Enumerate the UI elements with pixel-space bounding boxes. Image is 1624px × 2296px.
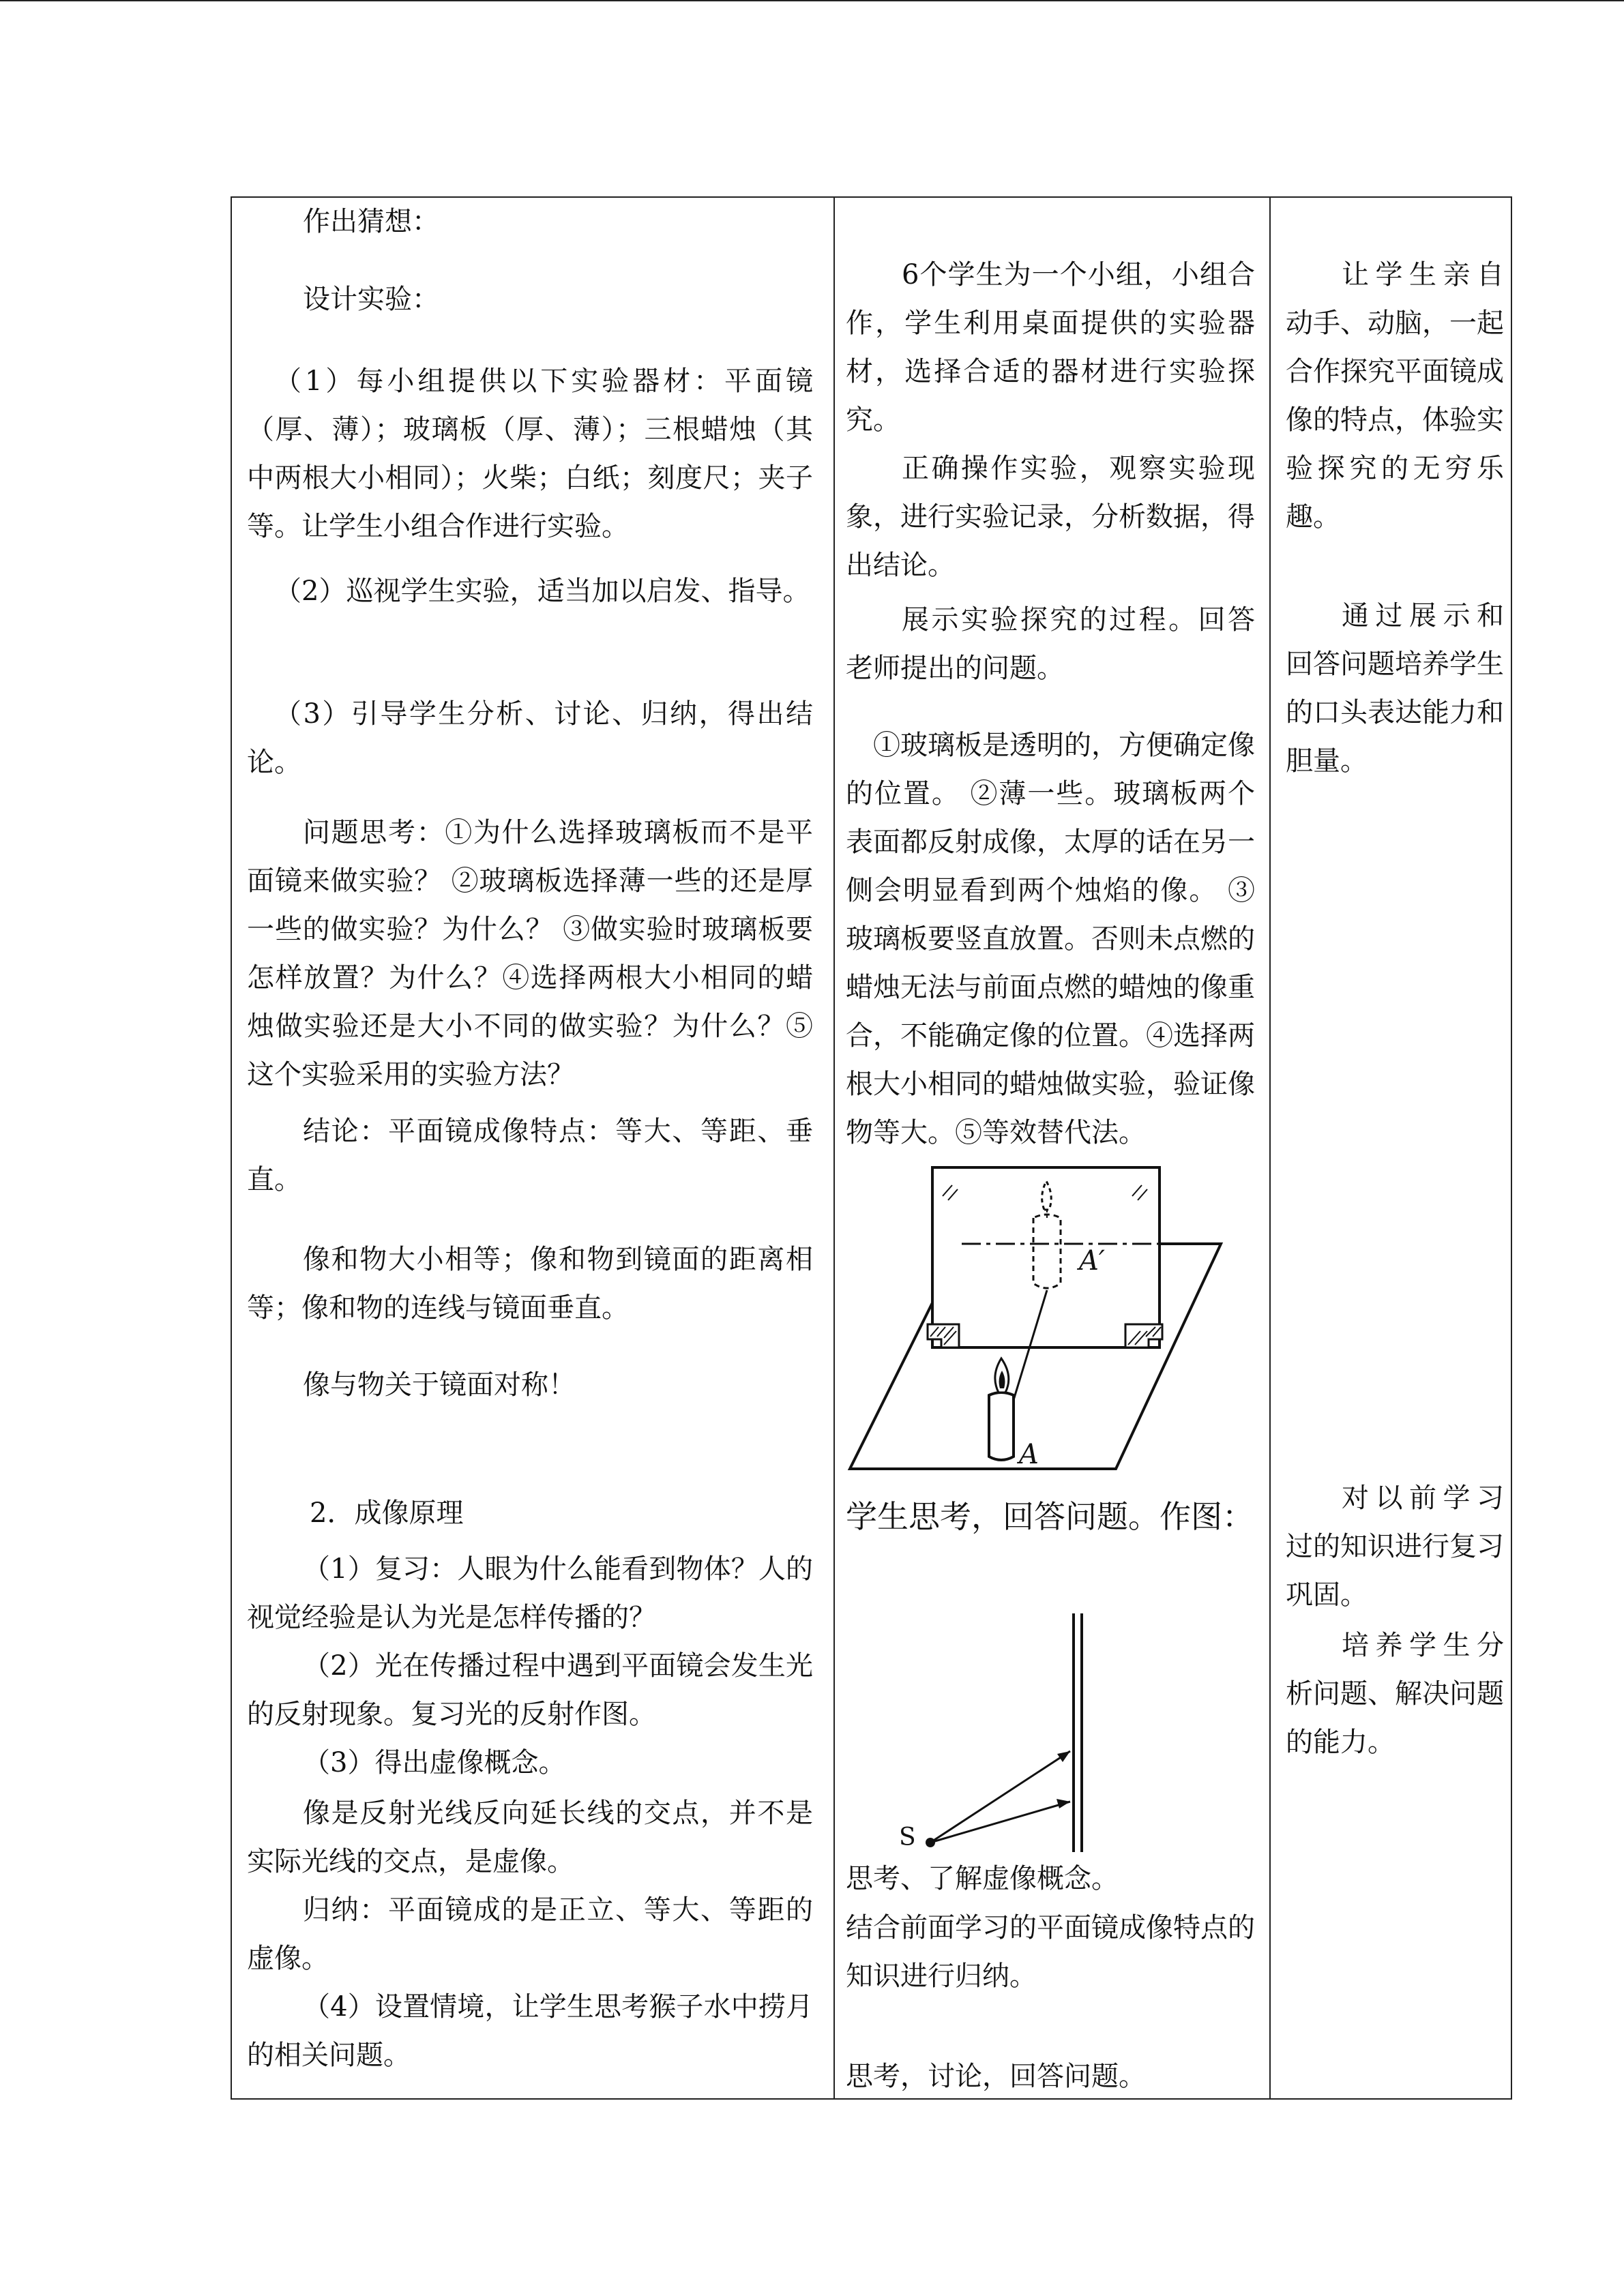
principle-title: 2．成像原理 bbox=[310, 1497, 464, 1529]
principle-6: （4）设置情境，让学生思考猴子水中捞月的相关问题。 bbox=[247, 1991, 813, 2071]
design-label: 设计实验： bbox=[303, 284, 439, 315]
principle-2: （2）光在传播过程中遇到平面镜会发生光的反射现象。复习光的反射作图。 bbox=[247, 1650, 813, 1730]
step-2-text: （2）巡视学生实验，适当加以启发、指导。 bbox=[274, 576, 810, 607]
principle-5: 归纳：平面镜成的是正立、等大、等距的虚像。 bbox=[247, 1894, 813, 1974]
summary-text: 结合前面学习的平面镜成像特点的知识进行归纳。 bbox=[846, 1912, 1255, 1992]
virtual-image-text: 思考、了解虚像概念。 bbox=[846, 1863, 1119, 1894]
purpose-1: 让学生亲自动手、动脑，一起合作探究平面镜成像的特点，体验实验探究的无穷乐趣。 bbox=[1286, 259, 1504, 533]
answers-text: ①玻璃板是透明的，方便确定像的位置。 ②薄一些。玻璃板两个表面都反射成像，太厚的话在另一侧会明显看到两个烛焰的像。 ③玻璃板要竖直放置。否则未点燃的蜡烛无法与前面点燃的蜡烛的像重合，不能确定像的位置。④选择两根大小相同的蜡烛做实验，验证像物等大。⑤等效替代法。 bbox=[846, 730, 1255, 1148]
source-label: S bbox=[899, 1823, 916, 1851]
show-text: 展示实验探究的过程。回答老师提出的问题。 bbox=[846, 604, 1255, 684]
think-draw-text: 学生思考，回答问题。作图： bbox=[846, 1498, 1254, 1535]
principle-1: （1）复习：人眼为什么能看到物体？人的视觉经验是认为光是怎样传播的？ bbox=[247, 1553, 813, 1633]
step-1-text: （1）每小组提供以下实验器材：平面镜（厚、薄）；玻璃板（厚、薄）；三根蜡烛（其中两根大小相同）；火柴；白纸；刻度尺；夹子等。让学生小组合作进行实验。 bbox=[247, 366, 813, 542]
page-top-border bbox=[0, 0, 1624, 1]
teacher-activity-column bbox=[247, 198, 813, 2098]
step-3-text: （3）引导学生分析、讨论、归纳，得出结论。 bbox=[247, 698, 813, 778]
principle-3: （3）得出虚像概念。 bbox=[303, 1747, 566, 1778]
lesson-plan-table bbox=[231, 196, 1512, 2100]
principle-4: 像是反射光线反向延长线的交点，并不是实际光线的交点，是虚像。 bbox=[247, 1798, 813, 1877]
purpose-4: 培养学生分析问题、解决问题的能力。 bbox=[1286, 1630, 1504, 1758]
image-label: A′ bbox=[1079, 1245, 1105, 1277]
guess-label: 作出猜想： bbox=[303, 206, 439, 237]
operate-text: 正确操作实验，观察实验现象，进行实验记录，分析数据，得出结论。 bbox=[846, 453, 1255, 581]
column-divider-1 bbox=[833, 198, 835, 2098]
column-divider-2 bbox=[1269, 198, 1271, 2098]
discuss-text: 思考，讨论，回答问题。 bbox=[846, 2061, 1146, 2092]
group-text: 6个学生为一个小组，小组合作，学生利用桌面提供的实验器材，选择合适的器材进行实验探究。 bbox=[846, 259, 1255, 436]
symmetry-text: 像与物关于镜面对称！ bbox=[303, 1369, 576, 1401]
equal-text: 像和物大小相等；像和物到镜面的距离相等；像和物的连线与镜面垂直。 bbox=[247, 1244, 813, 1324]
mirror-experiment-figure bbox=[846, 1161, 1228, 1481]
design-intent-column bbox=[1286, 198, 1504, 2098]
reflection-figure bbox=[846, 1608, 1132, 1860]
student-activity-column bbox=[846, 198, 1255, 2098]
question-text: 问题思考：①为什么选择玻璃板而不是平面镜来做实验？ ②玻璃板选择薄一些的还是厚一些的做实验？为什么？ ③做实验时玻璃板要怎样放置？为什么？④选择两根大小相同的蜡烛做实验还是大小不同的做实验？为什么？⑤这个实验采用的实验方法？ bbox=[247, 817, 813, 1090]
purpose-3: 对以前学习过的知识进行复习巩固。 bbox=[1286, 1482, 1504, 1611]
object-label: A bbox=[1019, 1439, 1039, 1470]
conclusion-text: 结论：平面镜成像特点：等大、等距、垂直。 bbox=[247, 1116, 813, 1195]
purpose-2: 通过展示和回答问题培养学生的口头表达能力和胆量。 bbox=[1286, 600, 1504, 777]
